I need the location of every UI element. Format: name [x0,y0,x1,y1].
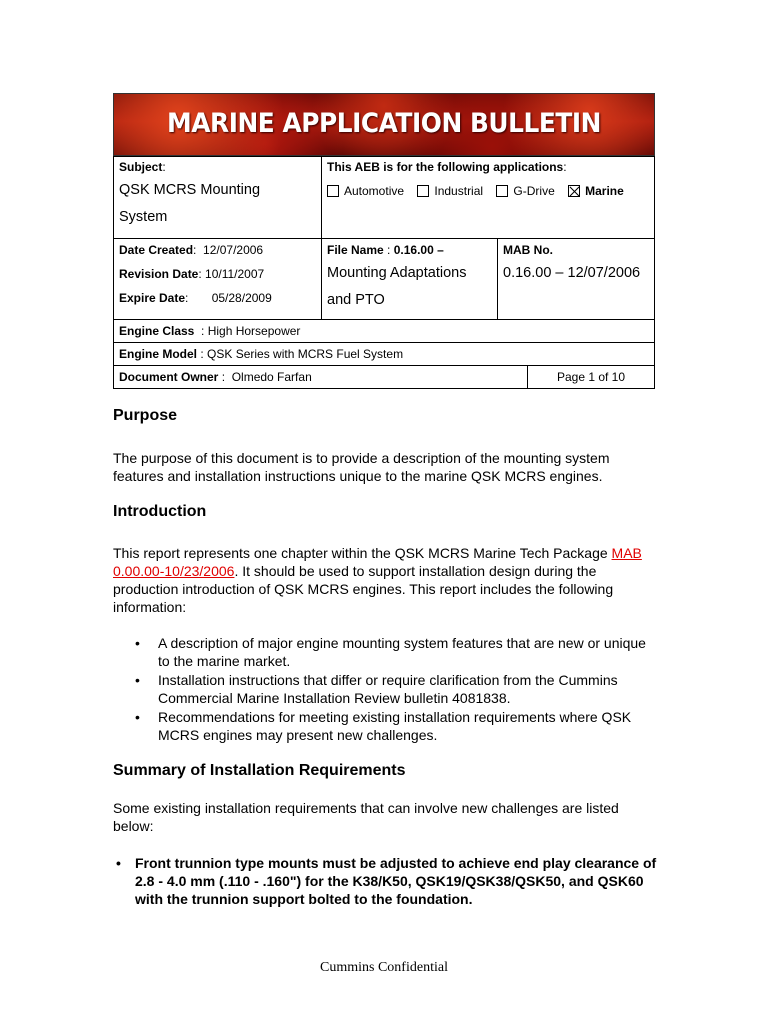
file-title: Mounting Adaptations and PTO [327,265,467,308]
date-created-value: 12/07/2006 [203,243,264,257]
expire-date-value: 05/28/2009 [211,291,272,305]
intro-text-part: . It should be used to support installation design during the production introduction of QSK MCRS engines. This report includes the following information: [113,563,614,615]
introduction-heading: Introduction [113,503,207,520]
engine-class-cell: Engine Class : High Horsepower [114,320,655,343]
subject-cell: Subject: QSK MCRS Mounting System [114,157,322,239]
document-owner-cell: Document Owner : Olmedo Farfan [114,366,528,389]
engine-model-cell: Engine Model : QSK Series with MCRS Fuel System [114,343,655,366]
summary-text: Some existing installation requirements that can involve new challenges are listed below: [113,800,619,834]
app-label: Automotive [344,184,405,198]
applications-cell: This AEB is for the following applications: Automotive Industrial G-Drive Marine [322,157,655,239]
engine-class-value: High Horsepower [207,324,301,338]
checkbox-marine-checked[interactable] [568,185,580,197]
date-created-label: Date Created [119,243,194,257]
document-owner-label: Document Owner [119,370,219,384]
app-automotive[interactable] [327,184,404,198]
dates-cell: Date Created: 12/07/2006 Revision Date: 10/11/2007 Expire Date: 05/28/2009 [114,239,322,320]
app-label: Marine [585,184,624,198]
checkbox-gdrive[interactable] [496,185,508,197]
app-label: G-Drive [513,184,555,198]
app-gdrive[interactable] [496,184,554,198]
list-item: • Recommendations for meeting existing installation requirements where QSK MCRS engines may present new challenges. [113,708,658,744]
engine-model-label: Engine Model [119,347,197,361]
app-industrial[interactable] [417,184,483,198]
file-name-value: 0.16.00 – [393,243,444,257]
purpose-heading: Purpose [113,407,178,424]
subject-label: Subject [119,160,163,174]
list-item: • Installation instructions that differ or require clarification from the Cummins Commercial Marine Installation Review bulletin 4081838. [113,671,658,707]
checkbox-automotive[interactable] [327,185,339,197]
document-owner-value: Olmedo Farfan [231,370,312,384]
bulletin-banner [113,93,655,156]
bulletin-header-table [113,156,655,389]
page-number-cell [528,366,655,389]
mab-cell [498,239,655,320]
mab-label: MAB No. [503,243,553,257]
app-label: Industrial [434,184,484,198]
revision-date-value: 10/11/2007 [205,267,265,281]
introduction-bullet-list [113,634,658,745]
engine-model-value: QSK Series with MCRS Fuel System [207,347,404,361]
subject-value: QSK MCRS Mounting System [119,182,261,225]
applications-list [327,184,649,198]
footer-confidential: Cummins Confidential [320,960,448,975]
introduction-text [113,544,658,616]
purpose-text: The purpose of this document is to provide a description of the mounting system features and installation instructions unique to the marine QSK MCRS engines. [113,450,610,484]
expire-date-label: Expire Date [119,291,186,305]
list-item: • A description of major engine mounting system features that are new or unique to the marine market. [113,634,658,670]
intro-text-part: This report represents one chapter within the QSK MCRS Marine Tech Package [113,545,612,561]
app-marine[interactable] [568,184,624,198]
revision-date-label: Revision Date [119,267,199,281]
applications-label: This AEB is for the following applications [327,160,564,174]
list-item: • Front trunnion type mounts must be adjusted to achieve end play clearance of 2.8 - 4.0 mm (.110 - .160") for the K38/K50, QSK19/QSK38/QSK50, and QSK60 with the trunnion support bolted to the foundation. [113,854,658,908]
file-name-cell: File Name : 0.16.00 – Mounting Adaptations and PTO [322,239,498,320]
summary-bullet-list [113,854,658,909]
engine-class-label: Engine Class [119,324,195,338]
summary-heading: Summary of Installation Requirements [113,762,406,779]
tech-package-link[interactable]: MAB 0.00.00-10/23/2006 [113,545,642,579]
mab-value: 0.16.00 – 12/07/2006 [503,265,641,281]
checkbox-industrial[interactable] [417,185,429,197]
file-name-label: File Name [327,243,384,257]
banner-title: MARINE APPLICATION BULLETIN [167,108,601,139]
page-number: Page 1 of 10 [556,370,626,384]
